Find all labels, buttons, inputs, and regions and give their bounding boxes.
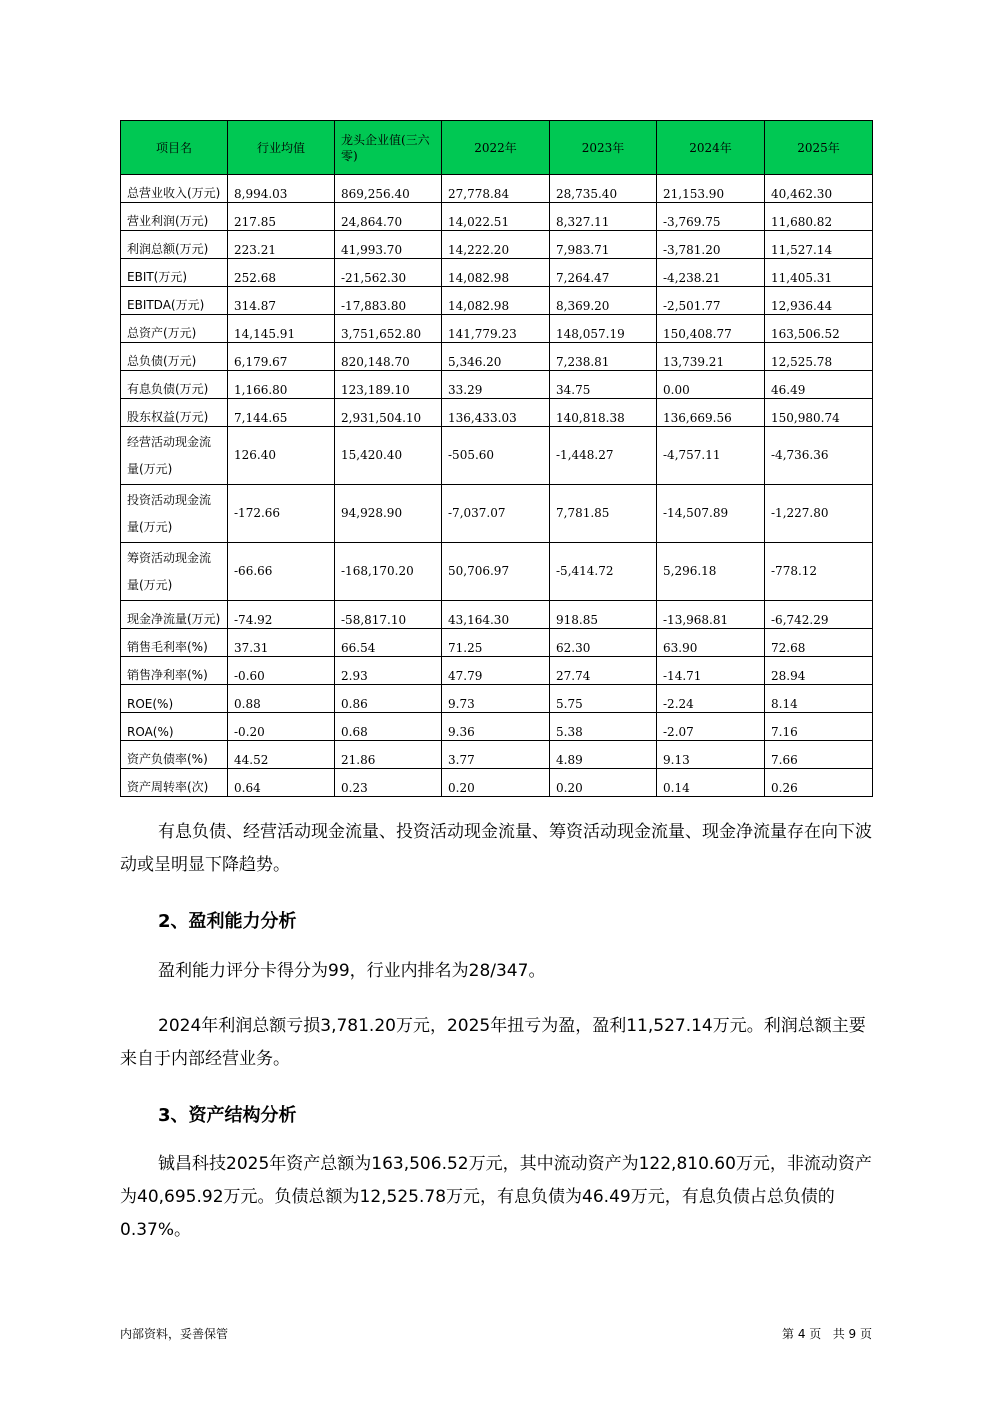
row-label: 资产周转率(次) [121,769,228,797]
row-value: 5,346.20 [442,343,550,371]
row-value: 8,327.11 [550,203,657,231]
row-label: 总负债(万元) [121,343,228,371]
row-value: 28.94 [765,657,873,685]
row-value: -74.92 [228,601,335,629]
row-label: 经营活动现金流量(万元) [121,427,228,485]
row-value: 7,781.85 [550,485,657,543]
row-value: -168,170.20 [335,543,442,601]
table-row [121,657,873,685]
row-value: -4,736.36 [765,427,873,485]
row-value: 66.54 [335,629,442,657]
row-value: 5.75 [550,685,657,713]
financial-table [120,120,873,797]
row-value: 44.52 [228,741,335,769]
row-value: 0.20 [550,769,657,797]
row-value: 14,145.91 [228,315,335,343]
header-2022: 2022年 [442,121,550,175]
row-value: 11,680.82 [765,203,873,231]
row-value: 43,164.30 [442,601,550,629]
table-row [121,741,873,769]
row-value: -2,501.77 [657,287,765,315]
row-value: 217.85 [228,203,335,231]
row-value: -0.20 [228,713,335,741]
row-label: 筹资活动现金流量(万元) [121,543,228,601]
row-label: EBIT(万元) [121,259,228,287]
row-label: 现金净流量(万元) [121,601,228,629]
row-value: -58,817.10 [335,601,442,629]
row-value: 14,022.51 [442,203,550,231]
row-value: -1,227.80 [765,485,873,543]
row-value: 14,222.20 [442,231,550,259]
row-value: 0.64 [228,769,335,797]
row-value: 0.00 [657,371,765,399]
row-value: -66.66 [228,543,335,601]
row-label: EBITDA(万元) [121,287,228,315]
row-value: 150,408.77 [657,315,765,343]
profit-paragraph: 2024年利润总额亏损3,781.20万元，2025年扭亏为盈，盈利11,527.14万元。利润总额主要来自于内部经营业务。 [120,1016,866,1069]
row-value: 126.40 [228,427,335,485]
row-value: 94,928.90 [335,485,442,543]
row-value: 0.68 [335,713,442,741]
row-label: 资产负债率(%) [121,741,228,769]
row-value: 41,993.70 [335,231,442,259]
row-value: 869,256.40 [335,175,442,203]
table-row [121,427,873,485]
row-value: 9.73 [442,685,550,713]
table-row [121,343,873,371]
row-value: 7,144.65 [228,399,335,427]
row-value: 918.85 [550,601,657,629]
row-value: 7,983.71 [550,231,657,259]
row-value: 3.77 [442,741,550,769]
profit-heading: 2、盈利能力分析 [158,911,297,932]
header-industry-avg: 行业均值 [228,121,335,175]
row-value: 27.74 [550,657,657,685]
row-value: 7,264.47 [550,259,657,287]
row-value: 4.89 [550,741,657,769]
row-value: 8,994.03 [228,175,335,203]
row-value: 71.25 [442,629,550,657]
footer-page-number: 第 4 页 共 9 页 [782,1327,872,1341]
row-value: 8,369.20 [550,287,657,315]
row-value: 15,420.40 [335,427,442,485]
row-value: 0.88 [228,685,335,713]
row-value: 21.86 [335,741,442,769]
row-value: -0.60 [228,657,335,685]
table-row [121,399,873,427]
table-row [121,315,873,343]
row-value: 3,751,652.80 [335,315,442,343]
row-value: 2.93 [335,657,442,685]
row-value: -4,757.11 [657,427,765,485]
row-value: 13,739.21 [657,343,765,371]
table-row [121,629,873,657]
row-label: 总营业收入(万元) [121,175,228,203]
row-value: 0.20 [442,769,550,797]
header-2023: 2023年 [550,121,657,175]
row-value: 5,296.18 [657,543,765,601]
row-value: -17,883.80 [335,287,442,315]
row-label: 利润总额(万元) [121,231,228,259]
row-value: -2.24 [657,685,765,713]
row-value: -2.07 [657,713,765,741]
row-value: 141,779.23 [442,315,550,343]
row-value: 314.87 [228,287,335,315]
row-value: 123,189.10 [335,371,442,399]
row-label: 总资产(万元) [121,315,228,343]
row-value: 40,462.30 [765,175,873,203]
row-value: 6,179.67 [228,343,335,371]
row-label: ROE(%) [121,685,228,713]
row-value: 7,238.81 [550,343,657,371]
row-value: 37.31 [228,629,335,657]
trend-paragraph: 有息负债、经营活动现金流量、投资活动现金流量、筹资活动现金流量、现金净流量存在向下波动或呈明显下降趋势。 [120,822,872,875]
table-row [121,371,873,399]
row-value: 136,669.56 [657,399,765,427]
row-value: -172.66 [228,485,335,543]
row-value: 62.30 [550,629,657,657]
row-value: 5.38 [550,713,657,741]
row-label: 投资活动现金流量(万元) [121,485,228,543]
row-value: 0.26 [765,769,873,797]
row-value: 136,433.03 [442,399,550,427]
row-value: 72.68 [765,629,873,657]
row-value: 163,506.52 [765,315,873,343]
row-value: -14.71 [657,657,765,685]
header-leader: 龙头企业值(三六零) [335,121,442,175]
row-value: 21,153.90 [657,175,765,203]
row-value: -1,448.27 [550,427,657,485]
row-value: -778.12 [765,543,873,601]
row-value: 148,057.19 [550,315,657,343]
row-value: 2,931,504.10 [335,399,442,427]
row-label: ROA(%) [121,713,228,741]
assets-heading: 3、资产结构分析 [158,1105,297,1126]
header-item-name: 项目名 [121,121,228,175]
row-value: -3,769.75 [657,203,765,231]
row-value: 28,735.40 [550,175,657,203]
row-value: 0.86 [335,685,442,713]
row-value: 9.36 [442,713,550,741]
row-value: 46.49 [765,371,873,399]
row-label: 销售净利率(%) [121,657,228,685]
row-value: 14,082.98 [442,259,550,287]
table-row [121,231,873,259]
row-value: 14,082.98 [442,287,550,315]
row-value: 34.75 [550,371,657,399]
table-row [121,485,873,543]
row-value: -14,507.89 [657,485,765,543]
row-value: 11,405.31 [765,259,873,287]
header-2025: 2025年 [765,121,873,175]
row-label: 销售毛利率(%) [121,629,228,657]
row-value: -505.60 [442,427,550,485]
row-value: -5,414.72 [550,543,657,601]
row-value: 11,527.14 [765,231,873,259]
row-value: 1,166.80 [228,371,335,399]
row-value: -4,238.21 [657,259,765,287]
row-value: 820,148.70 [335,343,442,371]
table-row [121,769,873,797]
row-value: 140,818.38 [550,399,657,427]
row-label: 股东权益(万元) [121,399,228,427]
assets-paragraph: 铖昌科技2025年资产总额为163,506.52万元，其中流动资产为122,810.60万元，非流动资产为40,695.92万元。负债总额为12,525.78万元，有息负债为46.49万元，有息负债占总负债的0.37%。 [120,1154,872,1240]
table-body [121,175,873,797]
row-value: -13,968.81 [657,601,765,629]
row-value: -3,781.20 [657,231,765,259]
table-row [121,685,873,713]
row-value: 24,864.70 [335,203,442,231]
table-row [121,175,873,203]
row-value: 50,706.97 [442,543,550,601]
row-value: -7,037.07 [442,485,550,543]
table-header-row [121,121,873,175]
row-value: 8.14 [765,685,873,713]
row-value: -21,562.30 [335,259,442,287]
row-value: 0.14 [657,769,765,797]
row-value: 223.21 [228,231,335,259]
row-label: 营业利润(万元) [121,203,228,231]
row-value: 27,778.84 [442,175,550,203]
row-value: 12,525.78 [765,343,873,371]
table-row [121,259,873,287]
row-value: -6,742.29 [765,601,873,629]
table-row [121,543,873,601]
table-row [121,713,873,741]
table-row [121,287,873,315]
row-value: 252.68 [228,259,335,287]
row-value: 12,936.44 [765,287,873,315]
header-2024: 2024年 [657,121,765,175]
row-value: 150,980.74 [765,399,873,427]
table-row [121,601,873,629]
row-value: 7.16 [765,713,873,741]
row-value: 9.13 [657,741,765,769]
row-value: 33.29 [442,371,550,399]
table-row [121,203,873,231]
row-value: 47.79 [442,657,550,685]
row-value: 7.66 [765,741,873,769]
score-paragraph: 盈利能力评分卡得分为99，行业内排名为28/347。 [158,961,546,981]
footer-confidential: 内部资料，妥善保管 [120,1327,229,1341]
row-value: 63.90 [657,629,765,657]
row-value: 0.23 [335,769,442,797]
row-label: 有息负债(万元) [121,371,228,399]
